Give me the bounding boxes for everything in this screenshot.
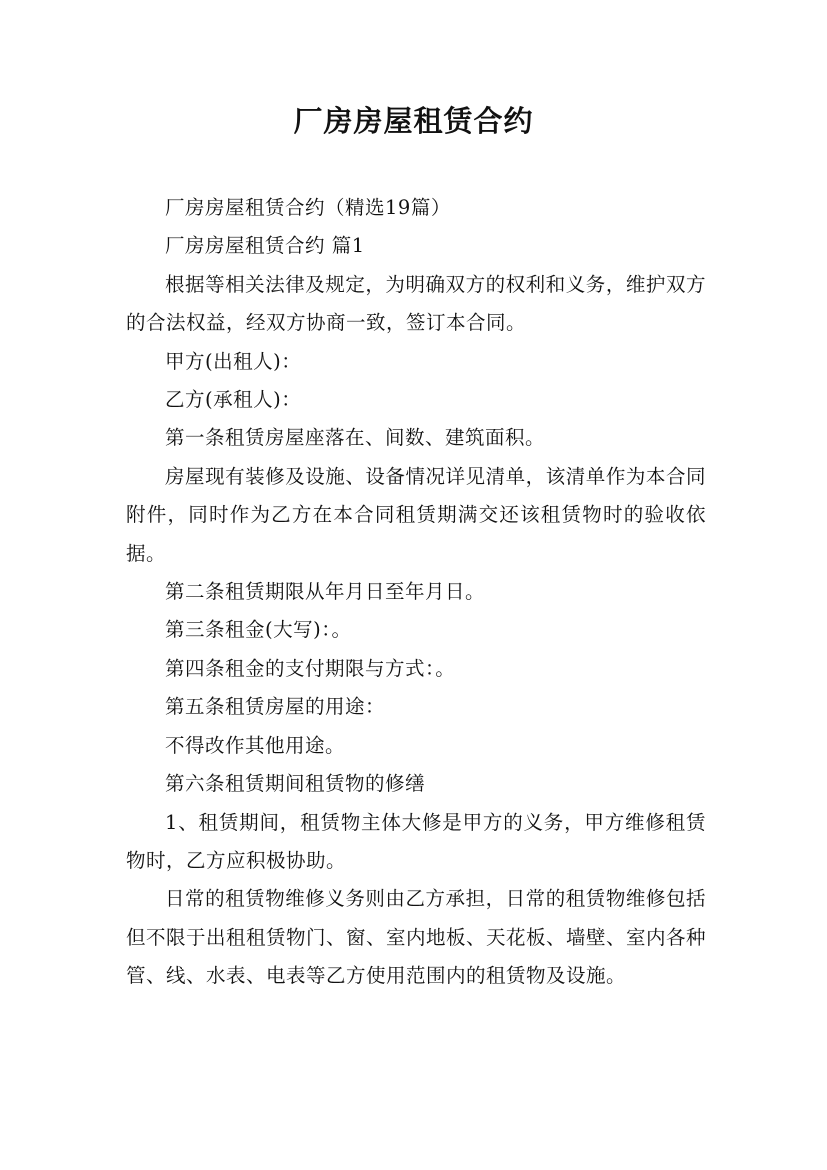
paragraph-preamble: 根据等相关法律及规定，为明确双方的权利和义务，维护双方的合法权益，经双方协商一致，签订本合同。 — [126, 272, 706, 335]
paragraph-clause-5-detail: 不得改作其他用途。 — [165, 733, 346, 757]
paragraph-collection-heading: 厂房房屋租赁合约（精选19篇） — [165, 196, 451, 219]
paragraph-party-b: 乙方(承租人)： — [165, 388, 302, 412]
document-body — [126, 189, 706, 996]
paragraph-clause-1: 第一条租赁房屋座落在、间数、建筑面积。 — [165, 426, 546, 450]
paragraph-clause-6-detail: 日常的租赁物维修义务则由乙方承担，日常的租赁物维修包括但不限于出租租赁物门、窗、室内地板、天花板、墙壁、室内各种管、线、水表、电表等乙方使用范围内的租赁物及设施。 — [126, 887, 707, 988]
paragraph-clause-6-item-1: 1、租赁期间，租赁物主体大修是甲方的义务，甲方维修租赁物时，乙方应积极协助。 — [126, 810, 706, 872]
paragraph-clause-1-detail: 房屋现有装修及设施、设备情况详见清单，该清单作为本合同附件，同时作为乙方在本合同租赁期满交还该租赁物时的验收依据。 — [126, 464, 706, 565]
paragraph-clause-4: 第四条租金的支付期限与方式：。 — [165, 656, 456, 680]
paragraph-clause-5: 第五条租赁房屋的用途： — [165, 695, 386, 719]
paragraph-clause-3: 第三条租金(大写)：。 — [165, 618, 352, 642]
paragraph-article-heading: 厂房房屋租赁合约 篇1 — [165, 234, 365, 258]
document-title: 厂房房屋租赁合约 — [293, 104, 534, 138]
paragraph-clause-2: 第二条租赁期限从年月日至年月日。 — [165, 580, 486, 604]
paragraph-party-a: 甲方(出租人)： — [165, 349, 302, 373]
paragraph-clause-6: 第六条租赁期间租赁物的修缮 — [165, 772, 426, 796]
